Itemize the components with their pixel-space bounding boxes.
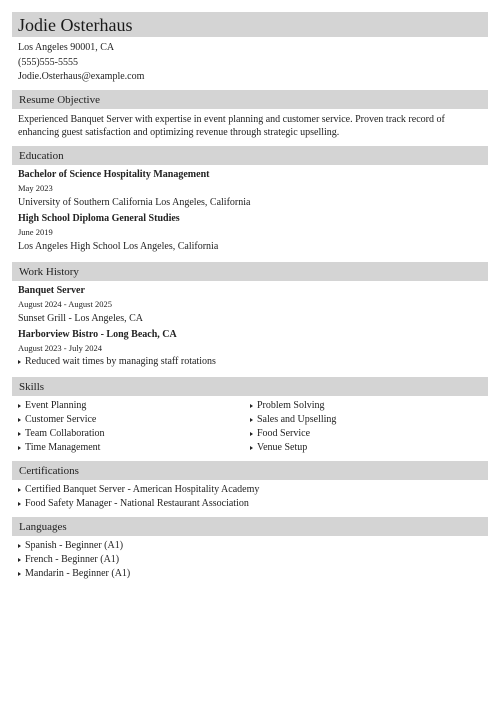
bullet-icon [18, 404, 21, 408]
entry-date: August 2023 - July 2024 [18, 342, 103, 353]
skill-text: Sales and Upselling [257, 413, 337, 425]
section-title: Certifications [19, 464, 79, 477]
bullet-icon [18, 432, 21, 436]
section-title: Work History [19, 265, 79, 278]
employer-name: Sunset Grill - Los Angeles, CA [18, 312, 143, 324]
bullet-icon [18, 488, 21, 492]
skill-text: Time Management [25, 441, 101, 453]
bullet-icon [250, 418, 253, 422]
bullet-icon [18, 558, 21, 562]
work-entry [18, 284, 482, 326]
school-name: Los Angeles High School Los Angeles, California [18, 240, 219, 252]
name-header [12, 12, 488, 37]
languages-list [18, 539, 482, 581]
list-item [18, 399, 250, 413]
skill-text: Team Collaboration [25, 427, 105, 439]
section-title: Languages [19, 520, 67, 533]
job-title: Harborview Bistro - Long Beach, CA [18, 328, 177, 340]
section-header-work-history [12, 262, 488, 281]
list-item [250, 427, 482, 441]
bullet-icon [18, 544, 21, 548]
list-item [18, 355, 482, 369]
school-name: University of Southern California Los Angeles, California [18, 196, 251, 208]
skills-grid [18, 399, 482, 455]
section-title: Resume Objective [19, 93, 100, 106]
entry-date: June 2019 [18, 226, 53, 237]
bullet-icon [18, 360, 21, 364]
work-entry [18, 328, 482, 369]
entry-date: August 2024 - August 2025 [18, 298, 112, 309]
contact-phone: (555)555-5555 [18, 56, 78, 68]
section-header-education [12, 146, 488, 165]
education-section [12, 165, 488, 262]
objective-text: Experienced Banquet Server with expertise in event planning and customer service. Proven track record of enhancing guest satisfaction and optimizing revenue through strategic upselling. [18, 113, 445, 138]
list-item [18, 497, 482, 511]
contact-location: Los Angeles 90001, CA [18, 42, 115, 53]
contact-email: Jodie.Osterhaus@example.com [18, 71, 145, 82]
section-header-skills [12, 377, 488, 396]
language-text: French - Beginner (A1) [25, 553, 120, 565]
list-item [18, 427, 250, 441]
education-entry [18, 212, 482, 254]
candidate-name: Jodie Osterhaus [18, 15, 133, 35]
certification-text: Food Safety Manager - National Restaurant Association [25, 497, 249, 509]
degree-title: Bachelor of Science Hospitality Management [18, 168, 210, 180]
list-item [250, 413, 482, 427]
bullet-icon [18, 572, 21, 576]
skills-section [12, 396, 488, 461]
list-item [18, 441, 250, 455]
section-header-objective [12, 90, 488, 109]
entry-date: May 2023 [18, 182, 53, 193]
job-bullets [18, 355, 482, 369]
list-item [250, 399, 482, 413]
certification-text: Certified Banquet Server - American Hospitality Academy [25, 483, 260, 495]
work-history-section [12, 281, 488, 377]
skill-text: Customer Service [25, 413, 97, 425]
language-text: Spanish - Beginner (A1) [25, 539, 124, 551]
bullet-icon [18, 446, 21, 450]
bullet-icon [18, 502, 21, 506]
contact-info [12, 37, 488, 85]
skill-text: Problem Solving [257, 399, 325, 411]
bullet-icon [250, 432, 253, 436]
job-title: Banquet Server [18, 284, 85, 296]
section-title: Education [19, 149, 64, 162]
language-text: Mandarin - Beginner (A1) [25, 567, 131, 579]
skill-text: Event Planning [25, 399, 87, 411]
section-title: Skills [19, 380, 45, 393]
bullet-icon [250, 446, 253, 450]
bullet-icon [250, 404, 253, 408]
list-item [18, 553, 482, 567]
list-item [250, 441, 482, 455]
certifications-list [18, 483, 482, 511]
list-item [18, 413, 250, 427]
degree-title: High School Diploma General Studies [18, 212, 180, 224]
skill-text: Venue Setup [257, 441, 308, 453]
skill-text: Food Service [257, 427, 311, 439]
section-header-certifications [12, 461, 488, 480]
bullet-text: Reduced wait times by managing staff rotations [25, 355, 216, 367]
skills-column-right [250, 399, 482, 455]
bullet-icon [18, 418, 21, 422]
section-header-languages [12, 517, 488, 536]
languages-section [12, 536, 488, 581]
certifications-section [12, 480, 488, 517]
list-item [18, 539, 482, 553]
education-entry [18, 168, 482, 210]
objective-section [12, 109, 488, 146]
list-item [18, 483, 482, 497]
skills-column-left [18, 399, 250, 455]
list-item [18, 567, 482, 581]
